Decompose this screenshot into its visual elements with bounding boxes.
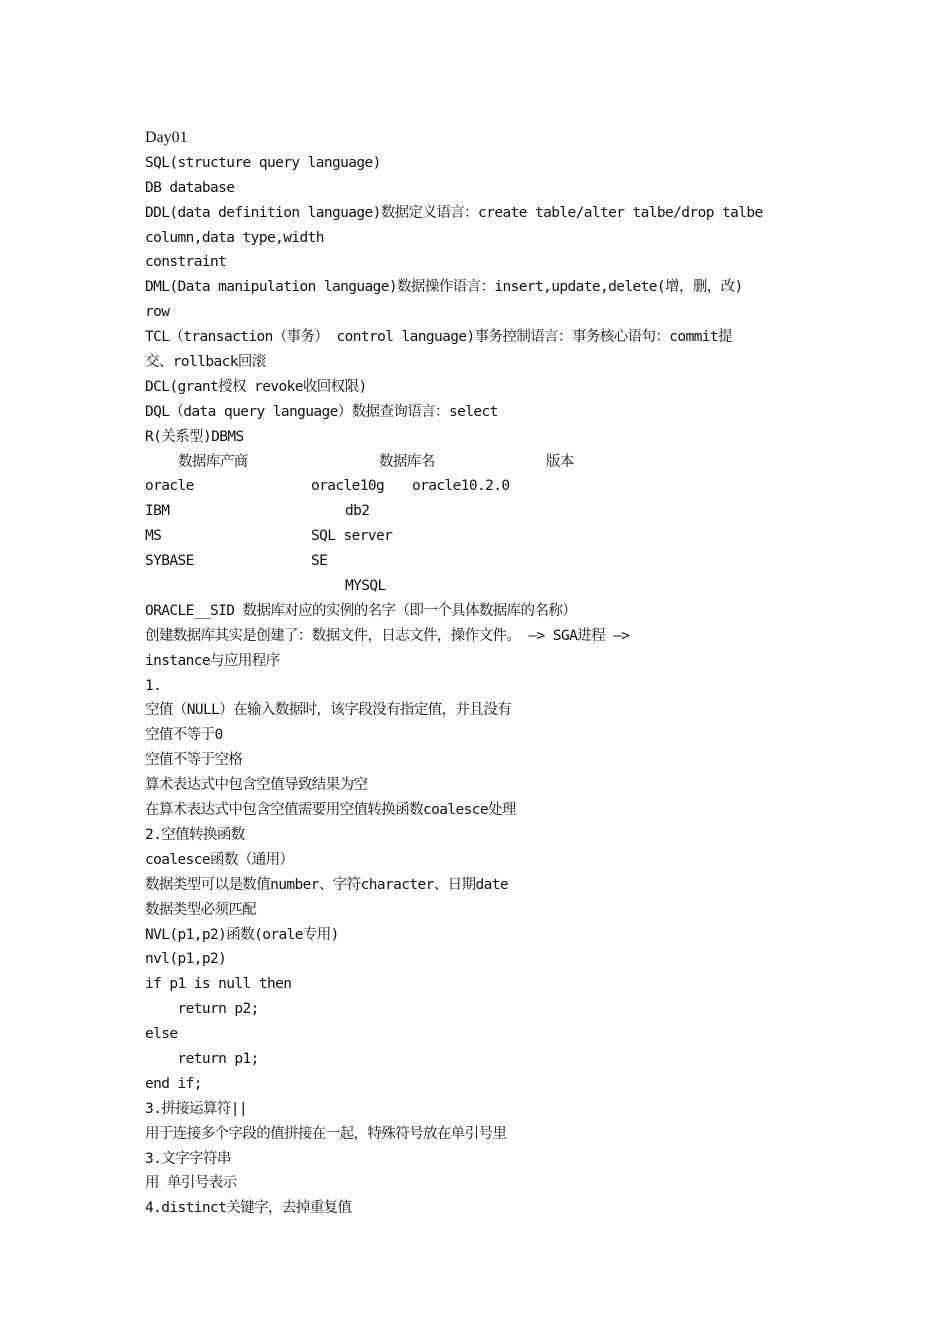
code-line: nvl(p1,p2) [145, 951, 227, 968]
notes-section [145, 599, 825, 1221]
text-line: DCL(grant授权 revoke收回权限) [145, 378, 367, 395]
code-line: return p1; [145, 1050, 259, 1067]
text-line: 数据类型必须匹配 [145, 901, 257, 918]
text-line: 数据类型可以是数值number、字符character、日期date [145, 876, 508, 893]
cell-version: oracle10.2.0 [412, 478, 510, 495]
intro-section [145, 151, 825, 450]
header-db-name: 数据库名 [379, 453, 435, 470]
table-row [145, 574, 825, 599]
text-line: DB database [145, 179, 235, 196]
table-row [145, 474, 825, 499]
table-row [145, 499, 825, 524]
text-line: 空值不等于0 [145, 727, 223, 744]
code-line: else [145, 1026, 178, 1043]
text-line: 创建数据库其实是创建了：数据文件，日志文件，操作文件。 —> SGA进程 —> [145, 627, 630, 644]
db-vendor-table [145, 450, 825, 599]
text-line: DQL（data query language）数据查询语言：select [145, 403, 498, 420]
text-line: 空值（NULL）在输入数据时，该字段没有指定值，并且没有 [145, 702, 512, 719]
text-line: ORACLE__SID 数据库对应的实例的名字（即一个具体数据库的名称） [145, 602, 577, 619]
cell-vendor: SYBASE [145, 553, 194, 570]
text-line: 用 单引号表示 [145, 1175, 237, 1192]
code-line: return p2; [145, 1001, 259, 1018]
cell-vendor: IBM [145, 503, 170, 520]
cell-vendor: MS [145, 528, 162, 545]
cell-db-name: SQL server [311, 528, 393, 545]
text-line: 1. [145, 677, 162, 694]
cell-db-name: db2 [345, 503, 370, 520]
document-page [145, 126, 825, 1221]
text-line: constraint [145, 254, 227, 271]
text-line: DML(Data manipulation language)数据操作语言：insert,update,delete(增，删，改) [145, 279, 743, 296]
table-row [145, 524, 825, 549]
cell-db-name: SE [311, 553, 328, 570]
text-line: coalesce函数（通用） [145, 851, 294, 868]
text-line: 3.文字字符串 [145, 1150, 231, 1167]
table-header-row [145, 450, 825, 475]
text-line: 空值不等于空格 [145, 752, 243, 769]
text-line: 交、rollback回滚 [145, 354, 266, 371]
code-line: end if; [145, 1075, 202, 1092]
code-line: if p1 is null then [145, 976, 292, 993]
text-line: 2.空值转换函数 [145, 826, 245, 843]
text-line: SQL(structure query language) [145, 154, 381, 171]
text-line: 3.拼接运算符|| [145, 1100, 248, 1117]
document-title: Day01 [145, 129, 188, 146]
text-line: 4.distinct关键字，去掉重复值 [145, 1200, 352, 1217]
cell-db-name: MYSQL [345, 578, 386, 595]
cell-vendor: oracle [145, 478, 194, 495]
text-line: NVL(p1,p2)函数(orale专用) [145, 926, 339, 943]
cell-db-name: oracle10g [311, 478, 385, 495]
text-line: column,data type,width [145, 229, 324, 246]
header-version: 版本 [546, 453, 574, 470]
table-row [145, 549, 825, 574]
text-line: 在算术表达式中包含空值需要用空值转换函数coalesce处理 [145, 802, 516, 819]
text-line: 用于连接多个字段的值拼接在一起，特殊符号放在单引号里 [145, 1125, 507, 1142]
text-line: 算术表达式中包含空值导致结果为空 [145, 777, 368, 794]
text-line: instance与应用程序 [145, 652, 280, 669]
text-line: row [145, 304, 170, 321]
header-vendor: 数据库产商 [178, 453, 248, 470]
text-line: R(关系型)DBMS [145, 428, 244, 445]
text-line: DDL(data definition language)数据定义语言：create table/alter talbe/drop talbe [145, 204, 763, 221]
text-line: TCL（transaction（事务） control language)事务控制语言：事务核心语句：commit提 [145, 329, 732, 346]
